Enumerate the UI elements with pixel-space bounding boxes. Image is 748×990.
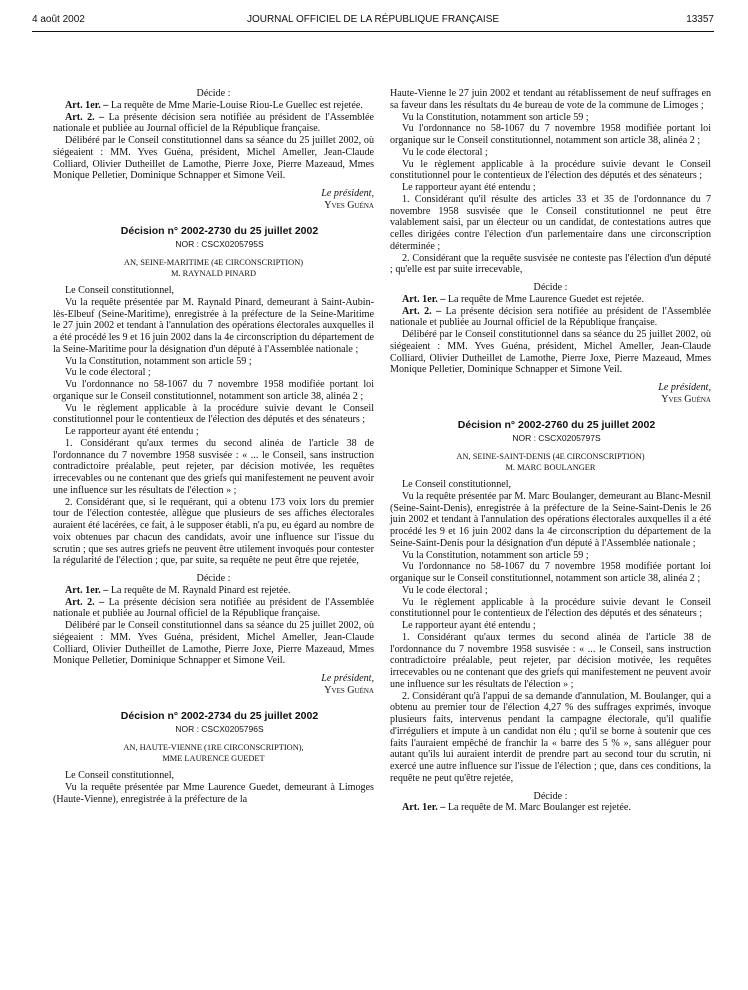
signature-role: Le président,: [321, 673, 374, 684]
circonscription-line: AN, HAUTE-VIENNE (1RE CIRCONSCRIPTION),: [123, 743, 304, 752]
paragraph: Le Conseil constitutionnel,: [65, 770, 175, 781]
running-header: [32, 14, 714, 30]
paragraph: Vu la requête présentée par M. Raynald Pinard, demeurant à Saint-Aubin-lès-Elbeuf (Seine-Maritime), enregistrée à la préfecture de la Seine-Maritime le 27 juin 2002 et tendant à l'annulation des opérations électorales auxquelles il a été procédé les 9 et 16 juin 2002 dans la 4e circonscription du département de la Seine-Maritime pour la désignation d'un député à l'Assemblée nationale ;: [53, 296, 374, 355]
article-text: La requête de M. Raynald Pinard est rejetée.: [110, 584, 291, 596]
header-rule: [32, 31, 714, 32]
deliberation-paragraph: Délibéré par le Conseil constitutionnel dans sa séance du 25 juillet 2002, où siégeaient : MM. Yves Guéna, président, Michel Ameller, Jean-Claude Colliard, Olivier Dutheillet de Lamothe, Pierre Joxe, Pierre Mazeaud, Mmes Monique Pelletier, Dominique Schnapper et Simone Veil.: [390, 329, 711, 376]
signature-name: Yves Guéna: [324, 199, 374, 211]
article-2: [53, 597, 374, 621]
paragraph: Vu le code électoral ;: [65, 367, 151, 379]
decision-title: Décision n° 2002-2730 du 25 juillet 2002: [120, 224, 319, 237]
article-1: [390, 294, 711, 306]
decision-nor: NOR : CSCX0205796S: [175, 724, 264, 735]
article-label: Art. 1er. –: [402, 293, 446, 305]
paragraph: 1. Considérant qu'aux termes du second alinéa de l'article 38 de l'ordonnance du 7 novembre 1958 susvisée : « ... le Conseil, sans instruction contradictoire préalable, peut rejeter, par décision motivée, les requêtes irrecevables ou ne contenant que des griefs qui manifestement ne peuvent avoir une influence sur les résultats de l'élection » ;: [53, 437, 374, 496]
paragraph: Vu le règlement applicable à la procédure suivie devant le Conseil constitutionnel pour le contentieux de l'élection des députés et des sénateurs ;: [390, 596, 711, 620]
decision-nor: NOR : CSCX0205797S: [512, 433, 601, 444]
left-column: [53, 88, 374, 805]
article-label: Art. 1er. –: [402, 802, 446, 814]
paragraph: 2. Considérant que, si le requérant, qui a obtenu 173 voix lors du premier tour de l'élection contestée, allègue que plusieurs de ses affiches électorales auraient été lacérées, ce fait, à le supposer établi, n'a pu, eu égard au nombre de voix obtenues par chacun des candidats, avoir une influence sur l'issue du scrutin ; que ses autres griefs ne peuvent être utilement invoqués pour contester la régularité de l'élection ; que, par suite, sa requête ne peut être que rejetée,: [53, 496, 374, 567]
paragraph: Vu le règlement applicable à la procédure suivie devant le Conseil constitutionnel pour le contentieux de l'élection des députés et des sénateurs ;: [390, 158, 711, 182]
deliberation-paragraph: Délibéré par le Conseil constitutionnel dans sa séance du 25 juillet 2002, où siégeaient : MM. Yves Guéna, président, Michel Ameller, Jean-Claude Colliard, Olivier Dutheillet de Lamothe, Pierre Joxe, Pierre Mazeaud, Mmes Monique Pelletier, Dominique Schnapper et Simone Veil.: [53, 620, 374, 667]
signature-role: Le président,: [658, 382, 711, 393]
article-1: [390, 802, 711, 814]
paragraph: Vu l'ordonnance no 58-1067 du 7 novembre 1958 modifiée portant loi organique sur le Conseil constitutionnel, notamment son article 38, alinéa 2 ;: [390, 561, 711, 584]
article-1: [53, 585, 374, 597]
header-journal-title: JOURNAL OFFICIEL DE LA RÉPUBLIQUE FRANÇAISE: [246, 14, 500, 25]
article-text: La présente décision sera notifiée au président de l'Assemblée nationale et publiée au Journal officiel de la République française.: [53, 596, 374, 620]
paragraph: 2. Considérant qu'à l'appui de sa demande d'annulation, M. Boulanger, qui a obtenu au premier tour de l'élection 4,27 % des suffrages exprimés, invoque plusieurs faits, intervenus pendant la campagne électorale, qu'il qualifie d'irréguliers et impute à un candidat non élu ; qu'il se borne à soutenir que ces faits l'auraient empêché de franchir la « barre des 5 % », sans alléguer pour autant qu'ils lui auraient interdit de prendre part au second tour du scrutin, ni exercé une autre influence sur l'issue de l'élection ; que, dans ces conditions, la requête ne peut qu'être rejetée,: [390, 690, 711, 784]
right-column: [390, 88, 711, 814]
signature-role: Le président,: [321, 188, 374, 199]
decide-heading: Décide :: [533, 282, 568, 293]
article-label: Art. 2. –: [65, 111, 105, 123]
paragraph: 1. Considérant qu'aux termes du second alinéa de l'article 38 de l'ordonnance du 7 novembre 1958 susvisée : « ... le Conseil, sans instruction contradictoire préalable, peut rejeter, par décision motivée, les requêtes irrecevables ou ne contenant que des griefs qui manifestement ne peuvent avoir une influence sur les résultats de l'élection » ;: [390, 631, 711, 690]
paragraph: Vu le code électoral ;: [402, 146, 488, 158]
paragraph: Le rapporteur ayant été entendu ;: [402, 620, 536, 631]
signature-name: Yves Guéna: [324, 684, 374, 696]
article-text: La requête de Mme Marie-Louise Riou-Le Guellec est rejetée.: [110, 99, 363, 111]
candidate-name: MME LAURENCE GUEDET: [162, 754, 265, 763]
paragraph: Le Conseil constitutionnel,: [402, 479, 512, 490]
paragraph: Vu la requête présentée par Mme Laurence Guedet, demeurant à Limoges (Haute-Vienne), enregistrée à la préfecture de la: [53, 781, 374, 805]
article-1: [53, 100, 374, 112]
paragraph: 1. Considérant qu'il résulte des articles 33 et 35 de l'ordonnance du 7 novembre 1958 susvisée que le Conseil constitutionnel ne peut être valablement saisi, par un électeur ou un candidat, de contestations autres que celles dirigées contre l'élection d'un parlementaire dans une circonscription déterminée ;: [390, 193, 711, 252]
candidate-name: M. RAYNALD PINARD: [170, 269, 257, 278]
paragraph: Haute-Vienne le 27 juin 2002 et tendant au rétablissement de neuf suffrages en sa faveur dans les résultats du 4e bureau de vote de la commune de Limoges ;: [390, 88, 711, 111]
article-label: Art. 1er. –: [65, 99, 109, 111]
paragraph: Vu l'ordonnance no 58-1067 du 7 novembre 1958 modifiée portant loi organique sur le Conseil constitutionnel, notamment son article 38, alinéa 2 ;: [390, 123, 711, 146]
article-text: La requête de M. Marc Boulanger est rejetée.: [447, 802, 631, 814]
header-date: 4 août 2002: [32, 14, 85, 25]
article-2: [390, 306, 711, 330]
circonscription-line: AN, SEINE-SAINT-DENIS (4E CIRCONSCRIPTION): [456, 452, 645, 461]
decision-nor: NOR : CSCX0205795S: [175, 239, 264, 250]
article-label: Art. 1er. –: [65, 584, 109, 596]
decide-heading: Décide :: [196, 88, 231, 99]
paragraph: Le Conseil constitutionnel,: [65, 285, 175, 296]
decision-title: Décision n° 2002-2760 du 25 juillet 2002: [457, 418, 656, 431]
paragraph: Le rapporteur ayant été entendu ;: [402, 182, 536, 193]
deliberation-paragraph: Délibéré par le Conseil constitutionnel dans sa séance du 25 juillet 2002, où siégeaient : MM. Yves Guéna, président, Michel Ameller, Jean-Claude Colliard, Olivier Dutheillet de Lamothe, Pierre Joxe, Pierre Mazeaud, Mmes Monique Pelletier, Dominique Schnapper et Simone Veil.: [53, 135, 374, 182]
decision-title: Décision n° 2002-2734 du 25 juillet 2002: [120, 709, 319, 722]
paragraph: Vu la Constitution, notamment son article 59 ;: [402, 549, 589, 561]
circonscription-line: AN, SEINE-MARITIME (4E CIRCONSCRIPTION): [123, 258, 304, 267]
signature-name: Yves Guéna: [661, 393, 711, 405]
candidate-name: M. MARC BOULANGER: [505, 463, 596, 472]
decide-heading: Décide :: [196, 573, 231, 584]
article-label: Art. 2. –: [402, 305, 442, 317]
paragraph: 2. Considérant que la requête susvisée ne conteste pas l'élection d'un député ; qu'elle est par suite irrecevable,: [390, 252, 711, 276]
decide-heading: Décide :: [533, 790, 568, 802]
article-text: La requête de Mme Laurence Guedet est rejetée.: [447, 293, 645, 305]
article-label: Art. 2. –: [65, 596, 105, 608]
article-text: La présente décision sera notifiée au président de l'Assemblée nationale et publiée au Journal officiel de la République française.: [53, 111, 374, 135]
paragraph: Vu la requête présentée par M. Marc Boulanger, demeurant au Blanc-Mesnil (Seine-Saint-Denis), enregistrée à la préfecture de la Seine-Saint-Denis le 26 juin 2002 et tendant à l'annulation des opérations électorales auxquelles il a été procédé les 9 et 16 juin 2002 dans la 4e circonscription du département de la Seine-Saint-Denis pour la désignation d'un député à l'Assemblée nationale ;: [390, 490, 711, 549]
paragraph: Vu l'ordonnance no 58-1067 du 7 novembre 1958 modifiée portant loi organique sur le Conseil constitutionnel, notamment son article 38, alinéa 2 ;: [53, 379, 374, 402]
paragraph: Vu la Constitution, notamment son article 59 ;: [402, 111, 589, 123]
header-page-number: 13357: [686, 14, 714, 25]
article-text: La présente décision sera notifiée au président de l'Assemblée nationale et publiée au Journal officiel de la République française.: [390, 305, 711, 329]
paragraph: Vu le règlement applicable à la procédure suivie devant le Conseil constitutionnel pour le contentieux de l'élection des députés et des sénateurs ;: [53, 402, 374, 426]
paragraph: Vu le code électoral ;: [402, 584, 488, 596]
article-2: [53, 112, 374, 136]
paragraph: Vu la Constitution, notamment son article 59 ;: [65, 355, 252, 367]
paragraph: Le rapporteur ayant été entendu ;: [65, 426, 199, 437]
